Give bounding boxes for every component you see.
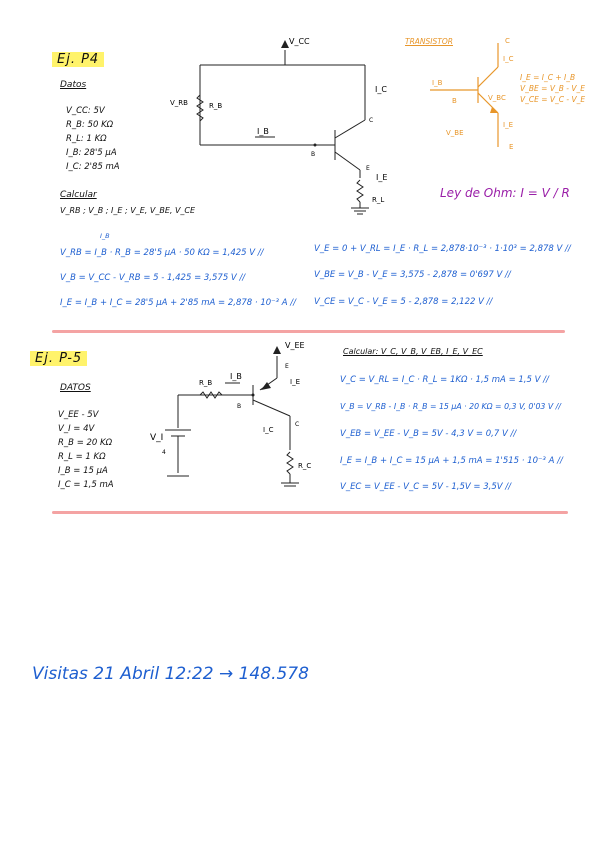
p5-dato: I_C = 1,5 mA: [58, 480, 114, 490]
p5-dato: I_B = 15 μA: [58, 466, 108, 476]
p4-dato: R_B: 50 KΩ: [66, 120, 114, 130]
transistor-formula: V_CE = V_C - V_E: [520, 95, 586, 104]
p4-b-label: B: [311, 151, 316, 158]
p5-dato: R_L = 1 KΩ: [58, 452, 106, 462]
p4-dato: V_CC: 5V: [66, 106, 105, 116]
p4-e-label: E: [366, 165, 370, 172]
p5-calcular: Calcular: V_C, V_B, V_EB, I_E, V_EC: [343, 347, 483, 356]
transistor-vbc-label: V_BC: [488, 94, 506, 102]
p5-vi-label: V_I: [150, 433, 164, 443]
p5-ib-label: I_B: [230, 372, 242, 381]
p5-eq: V_EB = V_EE - V_B = 5V - 4,3 V = 0,7 V //: [340, 429, 517, 439]
p4-ib-label: I_B: [257, 127, 269, 136]
visitas-counter: Visitas 21 Abril 12:22 → 148.578: [32, 664, 309, 684]
p4-eq-right: V_E = 0 + V_RL = I_E · R_L = 2,878·10⁻³ · 1·10³ = 2,878 V //: [314, 244, 571, 254]
p4-ic-label: I_C: [375, 85, 387, 94]
p4-dato: R_L: 1 KΩ: [66, 134, 107, 144]
transistor-c-label: C: [505, 37, 510, 45]
p5-b-label: B: [237, 403, 242, 410]
p5-vee-label: V_EE: [285, 341, 305, 350]
p5-dato: R_B = 20 KΩ: [58, 438, 113, 448]
p4-eq-left: V_B = V_CC - V_RB = 5 - 1,425 = 3,575 V //: [60, 273, 246, 283]
p4-dato: I_C: 2'85 mA: [66, 162, 120, 172]
p4-rb-label: R_B: [209, 102, 223, 110]
transistor-e-label: E: [509, 143, 514, 151]
p5-dato: V_EE - 5V: [58, 410, 99, 420]
p4-circuit-diagram: [165, 30, 395, 215]
transistor-ib-label: I_B: [432, 79, 443, 87]
p5-rc-label: R_C: [298, 462, 312, 470]
p4-eq-right: V_CE = V_C - V_E = 5 - 2,878 = 2,122 V //: [314, 297, 493, 307]
p4-datos-list: [66, 104, 120, 174]
p5-datos-list: [58, 408, 114, 492]
transistor-heading: TRANSISTOR: [405, 37, 453, 46]
p5-rb-label: R_B: [199, 379, 213, 387]
p5-eq: I_E = I_B + I_C = 15 μA + 1,5 mA = 1'515 · 10⁻³ A //: [340, 456, 563, 466]
p5-vi-value: 4: [162, 449, 166, 456]
p4-eq-right: V_BE = V_B - V_E = 3,575 - 2,878 = 0'697 V //: [314, 270, 511, 280]
p5-eq: V_B = V_RB - I_B · R_B = 15 μA · 20 KΩ = 0,3 V, 0'03 V //: [340, 402, 561, 411]
p5-datos-heading: DATOS: [60, 383, 91, 393]
p4-eq-left: I_E = I_B + I_C = 28'5 μA + 2'85 mA = 2,878 · 10⁻³ A //: [60, 298, 296, 308]
p4-rl-label: R_L: [372, 196, 385, 204]
p4-c-label: C: [369, 117, 374, 124]
divider: [52, 330, 565, 333]
p5-eq: V_C = V_RL = I_C · R_L = 1KΩ · 1,5 mA = 1,5 V //: [340, 375, 549, 385]
p5-ie-label: I_E: [290, 378, 300, 386]
p4-datos-heading: Datos: [60, 80, 87, 90]
p4-dato: I_B: 28'5 μA: [66, 148, 117, 158]
divider: [52, 511, 568, 514]
transistor-ic-label: I_C: [503, 55, 514, 63]
transistor-b-label: B: [452, 97, 457, 105]
p4-calcular-heading: Calcular: [60, 190, 97, 200]
p5-ic-label: I_C: [263, 426, 274, 434]
transistor-formula: V_BE = V_B - V_E: [520, 84, 585, 93]
p5-circuit-diagram: [145, 338, 325, 498]
transistor-formula: I_E = I_C + I_B: [520, 73, 576, 82]
p4-ie-label: I_E: [376, 173, 388, 182]
p4-eq-note: I_B: [100, 232, 110, 240]
p4-eq-left: V_RB = I_B · R_B = 28'5 μA · 50 KΩ = 1,425 V //: [60, 248, 264, 258]
p5-dato: V_I = 4V: [58, 424, 95, 434]
ohm-law: Ley de Ohm: I = V / R: [440, 186, 570, 200]
p4-vrb-label: V_RB: [170, 99, 188, 107]
p4-vcc-label: V_CC: [289, 37, 310, 46]
transistor-formulas: [520, 72, 585, 105]
transistor-ie-label: I_E: [503, 121, 513, 129]
p4-title: Ej. P4: [52, 52, 104, 67]
p5-eq: V_EC = V_EE - V_C = 5V - 1,5V = 3,5V //: [340, 482, 512, 492]
p5-title: Ej. P-5: [30, 351, 87, 366]
p5-c-label: C: [295, 421, 300, 428]
transistor-vbe-label: V_BE: [446, 129, 464, 137]
p5-e-label: E: [285, 363, 289, 370]
p4-calcular: V_RB ; V_B ; I_E ; V_E, V_BE, V_CE: [60, 206, 196, 215]
